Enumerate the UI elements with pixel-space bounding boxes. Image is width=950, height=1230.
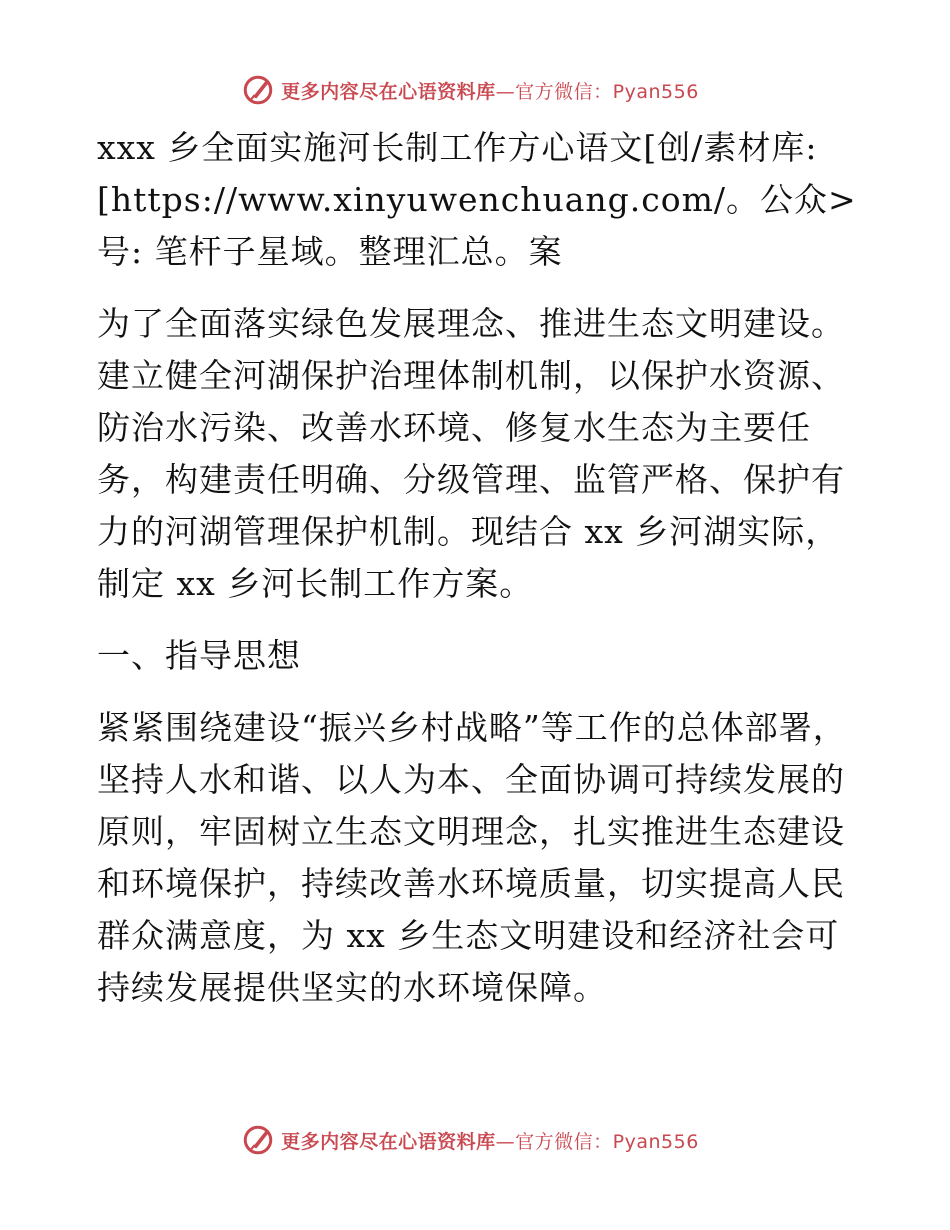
watermark-group (241, 1123, 699, 1157)
footer-watermark (0, 1118, 950, 1162)
header-watermark (0, 68, 950, 112)
watermark-text-contact: —官方微信：Pyan556 (495, 80, 699, 103)
watermark-text-contact: —官方微信：Pyan556 (495, 1130, 699, 1153)
feather-pen-circle-icon (241, 1123, 275, 1157)
watermark-text (281, 1127, 699, 1154)
watermark-text-bold: 更多内容尽在心语资料库 (281, 1130, 496, 1153)
intro-paragraph: 为了全面落实绿色发展理念、推进生态文明建设。建立健全河湖保护治理体制机制，以保护水资源、防治水污染、改善水环境、修复水生态为主要任务，构建责任明确、分级管理、监管严格、保护有力的河湖管理保护机制。现结合 xx 乡河湖实际，制定 xx 乡河长制工作方案。 (97, 304, 845, 603)
feather-pen-circle-icon (241, 73, 275, 107)
watermark-text-bold: 更多内容尽在心语资料库 (281, 80, 496, 103)
guiding-thought-paragraph: 紧紧围绕建设“振兴乡村战略”等工作的总体部署，坚持人水和谐、以人为本、全面协调可持续发展的原则，牢固树立生态文明理念，扎实推进生态建设和环境保护，持续改善水环境质量，切实提高人民群众满意度，为 xx 乡生态文明建设和经济社会可持续发展提供坚实的水环境保障。 (97, 708, 847, 1007)
document-body (97, 122, 857, 1034)
watermark-text (281, 77, 699, 104)
watermark-group (241, 73, 699, 107)
title-paragraph: xxx 乡全面实施河长制工作方心语文[创/素材库: [https://www.xinyuwenchuang.com/。公众>号: 笔杆子星域。整理汇总。案 (97, 128, 857, 271)
section-heading: 一、指导思想 (97, 636, 301, 675)
